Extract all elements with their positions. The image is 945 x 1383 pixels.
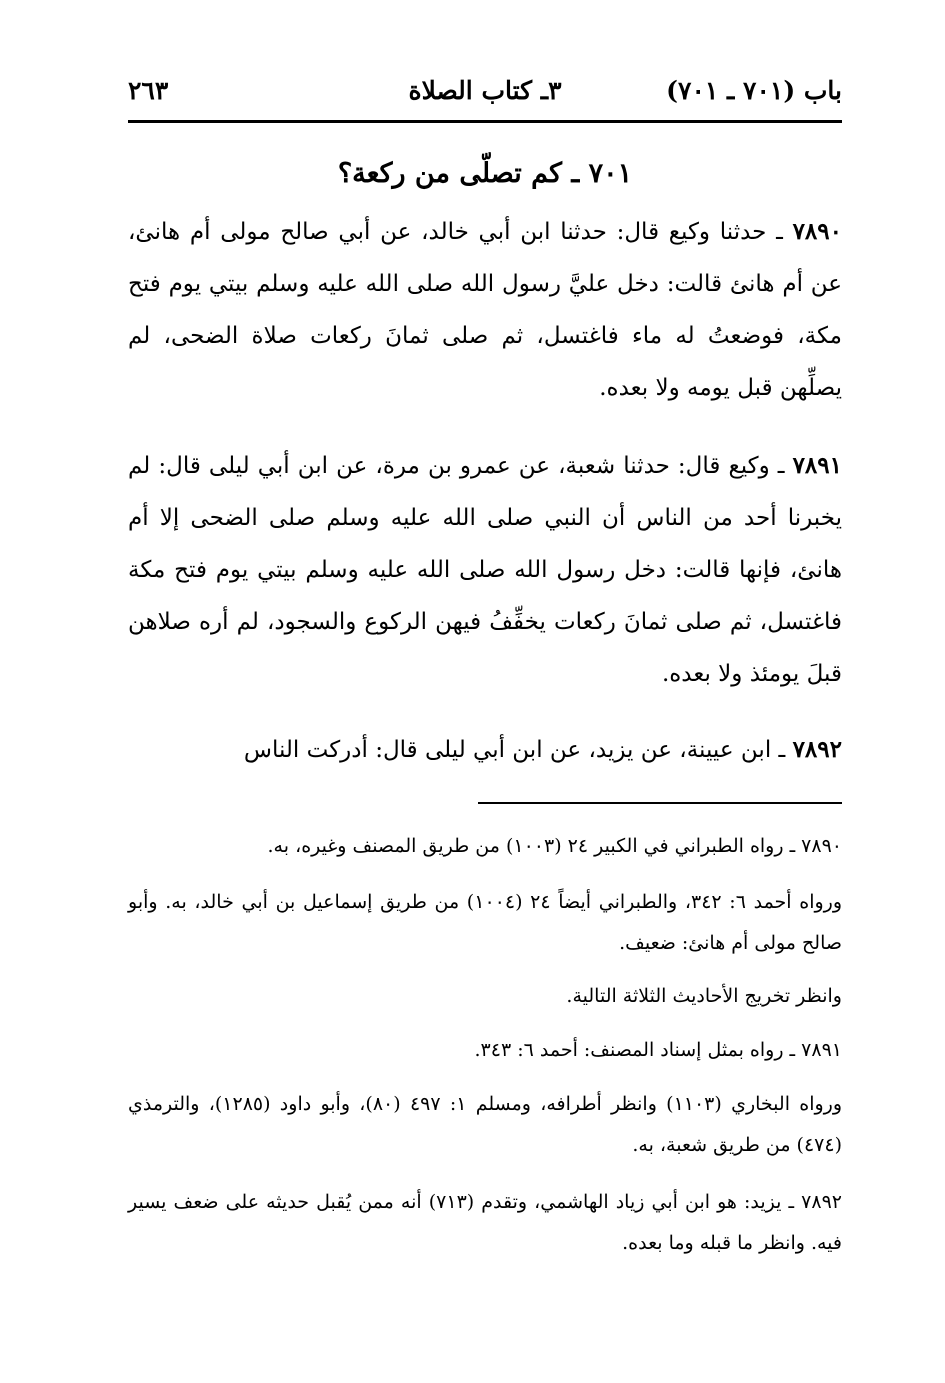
header-chapter-range: باب (٧٠١ ـ ٧٠١) xyxy=(666,76,842,105)
hadith-number: ٧٨٩١ xyxy=(792,452,842,479)
footnote-7890-sources: ورواه أحمد ٦: ٣٤٢، والطبراني أيضاً ٢٤ (١٠٠٤) من طريق إسماعيل بن أبي خالد، به. وأبو صالح مولى أم هانئ: ضعيف. xyxy=(128,891,842,954)
header-book-title: ٣ـ كتاب الصلاة xyxy=(408,76,562,105)
hadith-7891 xyxy=(128,440,842,700)
hadith-text: ـ وكيع قال: حدثنا شعبة، عن عمرو بن مرة، عن ابن أبي ليلى قال: لم يخبرنا أحد من الناس أن النبي صلى الله عليه وسلم صلى الضحى إلا أم هانئ، فإنها قالت: دخل رسول الله صلى الله عليه وسلم بيتي يوم فتح مكة فاغتسل، ثم صلى ثمانَ ركعات يخفِّفُ فيهن الركوع والسجود، لم أره صلاهن قبلَ يومئذ ولا بعده. xyxy=(128,453,842,687)
footnote-7890: ٧٨٩٠ ـ رواه الطبراني في الكبير ٢٤ (١٠٠٣) من طريق المصنف وغيره، به. xyxy=(267,835,842,857)
running-header xyxy=(128,72,842,116)
hadith-number: ٧٨٩٢ xyxy=(792,736,842,763)
chapter-title: ٧٠١ ـ كم تصلّى من ركعة؟ xyxy=(337,158,633,189)
header-rule xyxy=(128,120,842,123)
footnote-7891: ٧٨٩١ ـ رواه بمثل إسناد المصنف: أحمد ٦: ٣٤٣. xyxy=(474,1039,842,1061)
hadith-text: ـ ابن عيينة، عن يزيد، عن ابن أبي ليلى قال: أدركت الناس xyxy=(243,737,793,763)
footnote-7892: ٧٨٩٢ ـ يزيد: هو ابن أبي زياد الهاشمي، وتقدم (٧١٣) أنه ممن يُقبل حديثه على ضعف يسير فيه. وانظر ما قبله وما بعده. xyxy=(128,1191,842,1254)
hadith-7892 xyxy=(128,724,842,776)
hadith-number: ٧٨٩٠ xyxy=(792,218,842,245)
footnote-7891-sources: ورواه البخاري (١١٠٣) وانظر أطرافه، ومسلم ١: ٤٩٧ (٨٠)، وأبو داود (١٢٨٥)، والترمذي (٤٧٤) من طريق شعبة، به. xyxy=(128,1093,842,1156)
hadith-text: ـ حدثنا وكيع قال: حدثنا ابن أبي خالد، عن أبي صالح مولى أم هانئ، عن أم هانئ قالت: دخل عليَّ رسول الله صلى الله عليه وسلم بيتي يوم فتح مكة، فوضعتُ له ماء فاغتسل، ثم صلى ثمانَ ركعات صلاة الضحى، لم يصلِّهن قبل يومه ولا بعده. xyxy=(128,219,842,401)
footnote-see-also: وانظر تخريج الأحاديث الثلاثة التالية. xyxy=(566,985,842,1007)
footnote-rule xyxy=(478,802,842,804)
hadith-7890 xyxy=(128,206,842,414)
page-number: ٢٦٣ xyxy=(128,76,169,105)
